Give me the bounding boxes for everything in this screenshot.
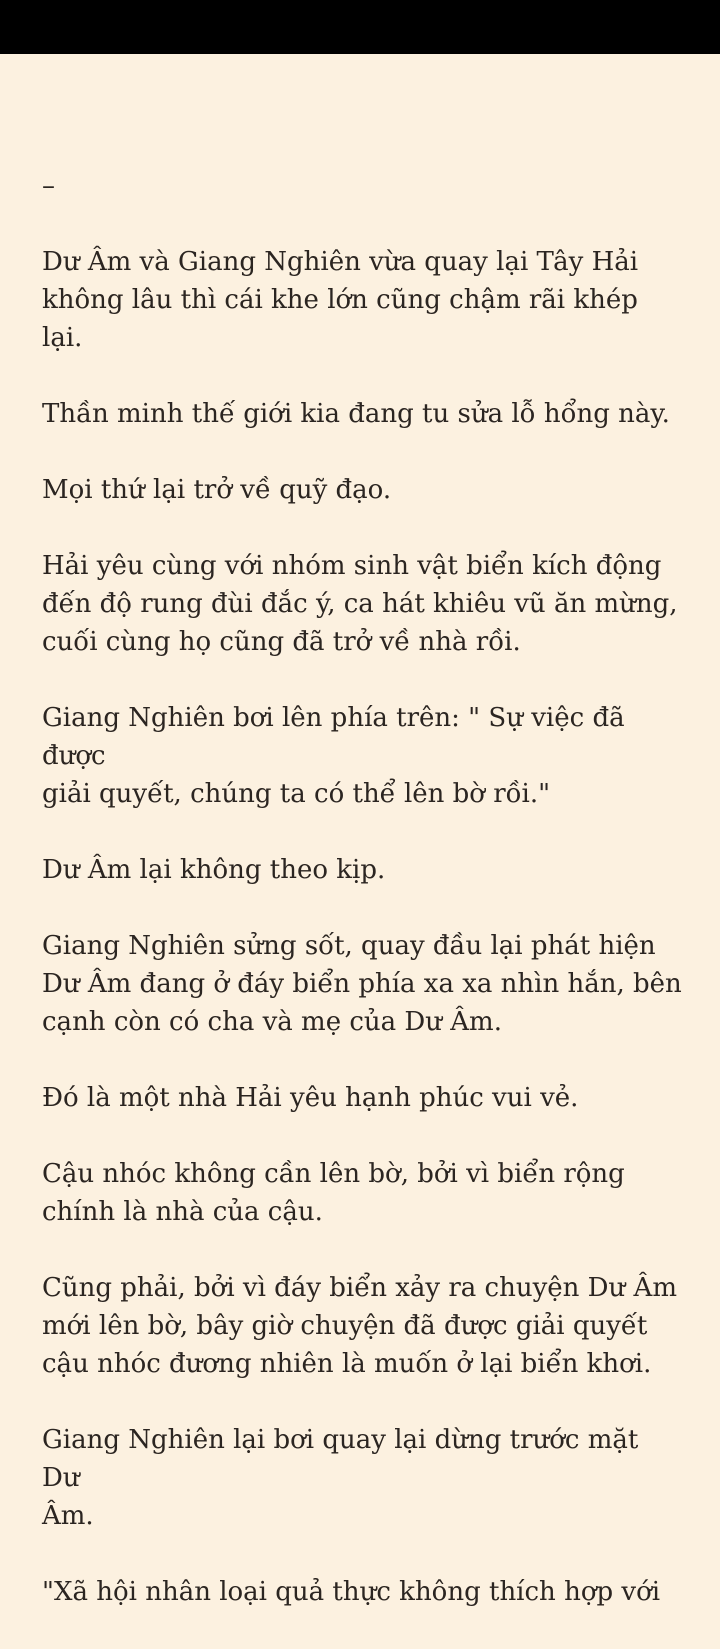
paragraph: Thần minh thế giới kia đang tu sửa lỗ hổng này. [42,399,670,429]
chapter-content [42,167,682,1649]
paragraph: Giang Nghiên bơi lên phía trên: " Sự việc đã được giải quyết, chúng ta có thể lên bờ rồi." [42,703,625,809]
paragraph: Mọi thứ lại trở về quỹ đạo. [42,475,392,505]
paragraph: Dư Âm lại không theo kịp. [42,855,386,885]
status-bar [0,0,720,54]
reading-area[interactable] [0,54,720,1607]
paragraph: Cậu nhóc không cần lên bờ, bởi vì biển rộng chính là nhà của cậu. [42,1159,625,1227]
paragraph: Cũng phải, bởi vì đáy biển xảy ra chuyện Dư Âm mới lên bờ, bây giờ chuyện đã được giải quyết cậu nhóc đương nhiên là muốn ở lại biển khơi. [42,1273,677,1379]
paragraph-separator: – [42,171,55,201]
paragraph: "Xã hội nhân loại quả thực không thích hợp với [42,1577,661,1607]
paragraph: Dư Âm và Giang Nghiên vừa quay lại Tây Hải không lâu thì cái khe lớn cũng chậm rãi khép lại. [42,247,639,353]
paragraph: Hải yêu cùng với nhóm sinh vật biển kích động đến độ rung đùi đắc ý, ca hát khiêu vũ ăn mừng, cuối cùng họ cũng đã trở về nhà rồi. [42,551,678,657]
paragraph: Giang Nghiên lại bơi quay lại dừng trước mặt Dư Âm. [42,1425,639,1531]
paragraph: Giang Nghiên sửng sốt, quay đầu lại phát hiện Dư Âm đang ở đáy biển phía xa xa nhìn hắn, bên cạnh còn có cha và mẹ của Dư Âm. [42,931,682,1037]
paragraph: Đó là một nhà Hải yêu hạnh phúc vui vẻ. [42,1083,579,1113]
